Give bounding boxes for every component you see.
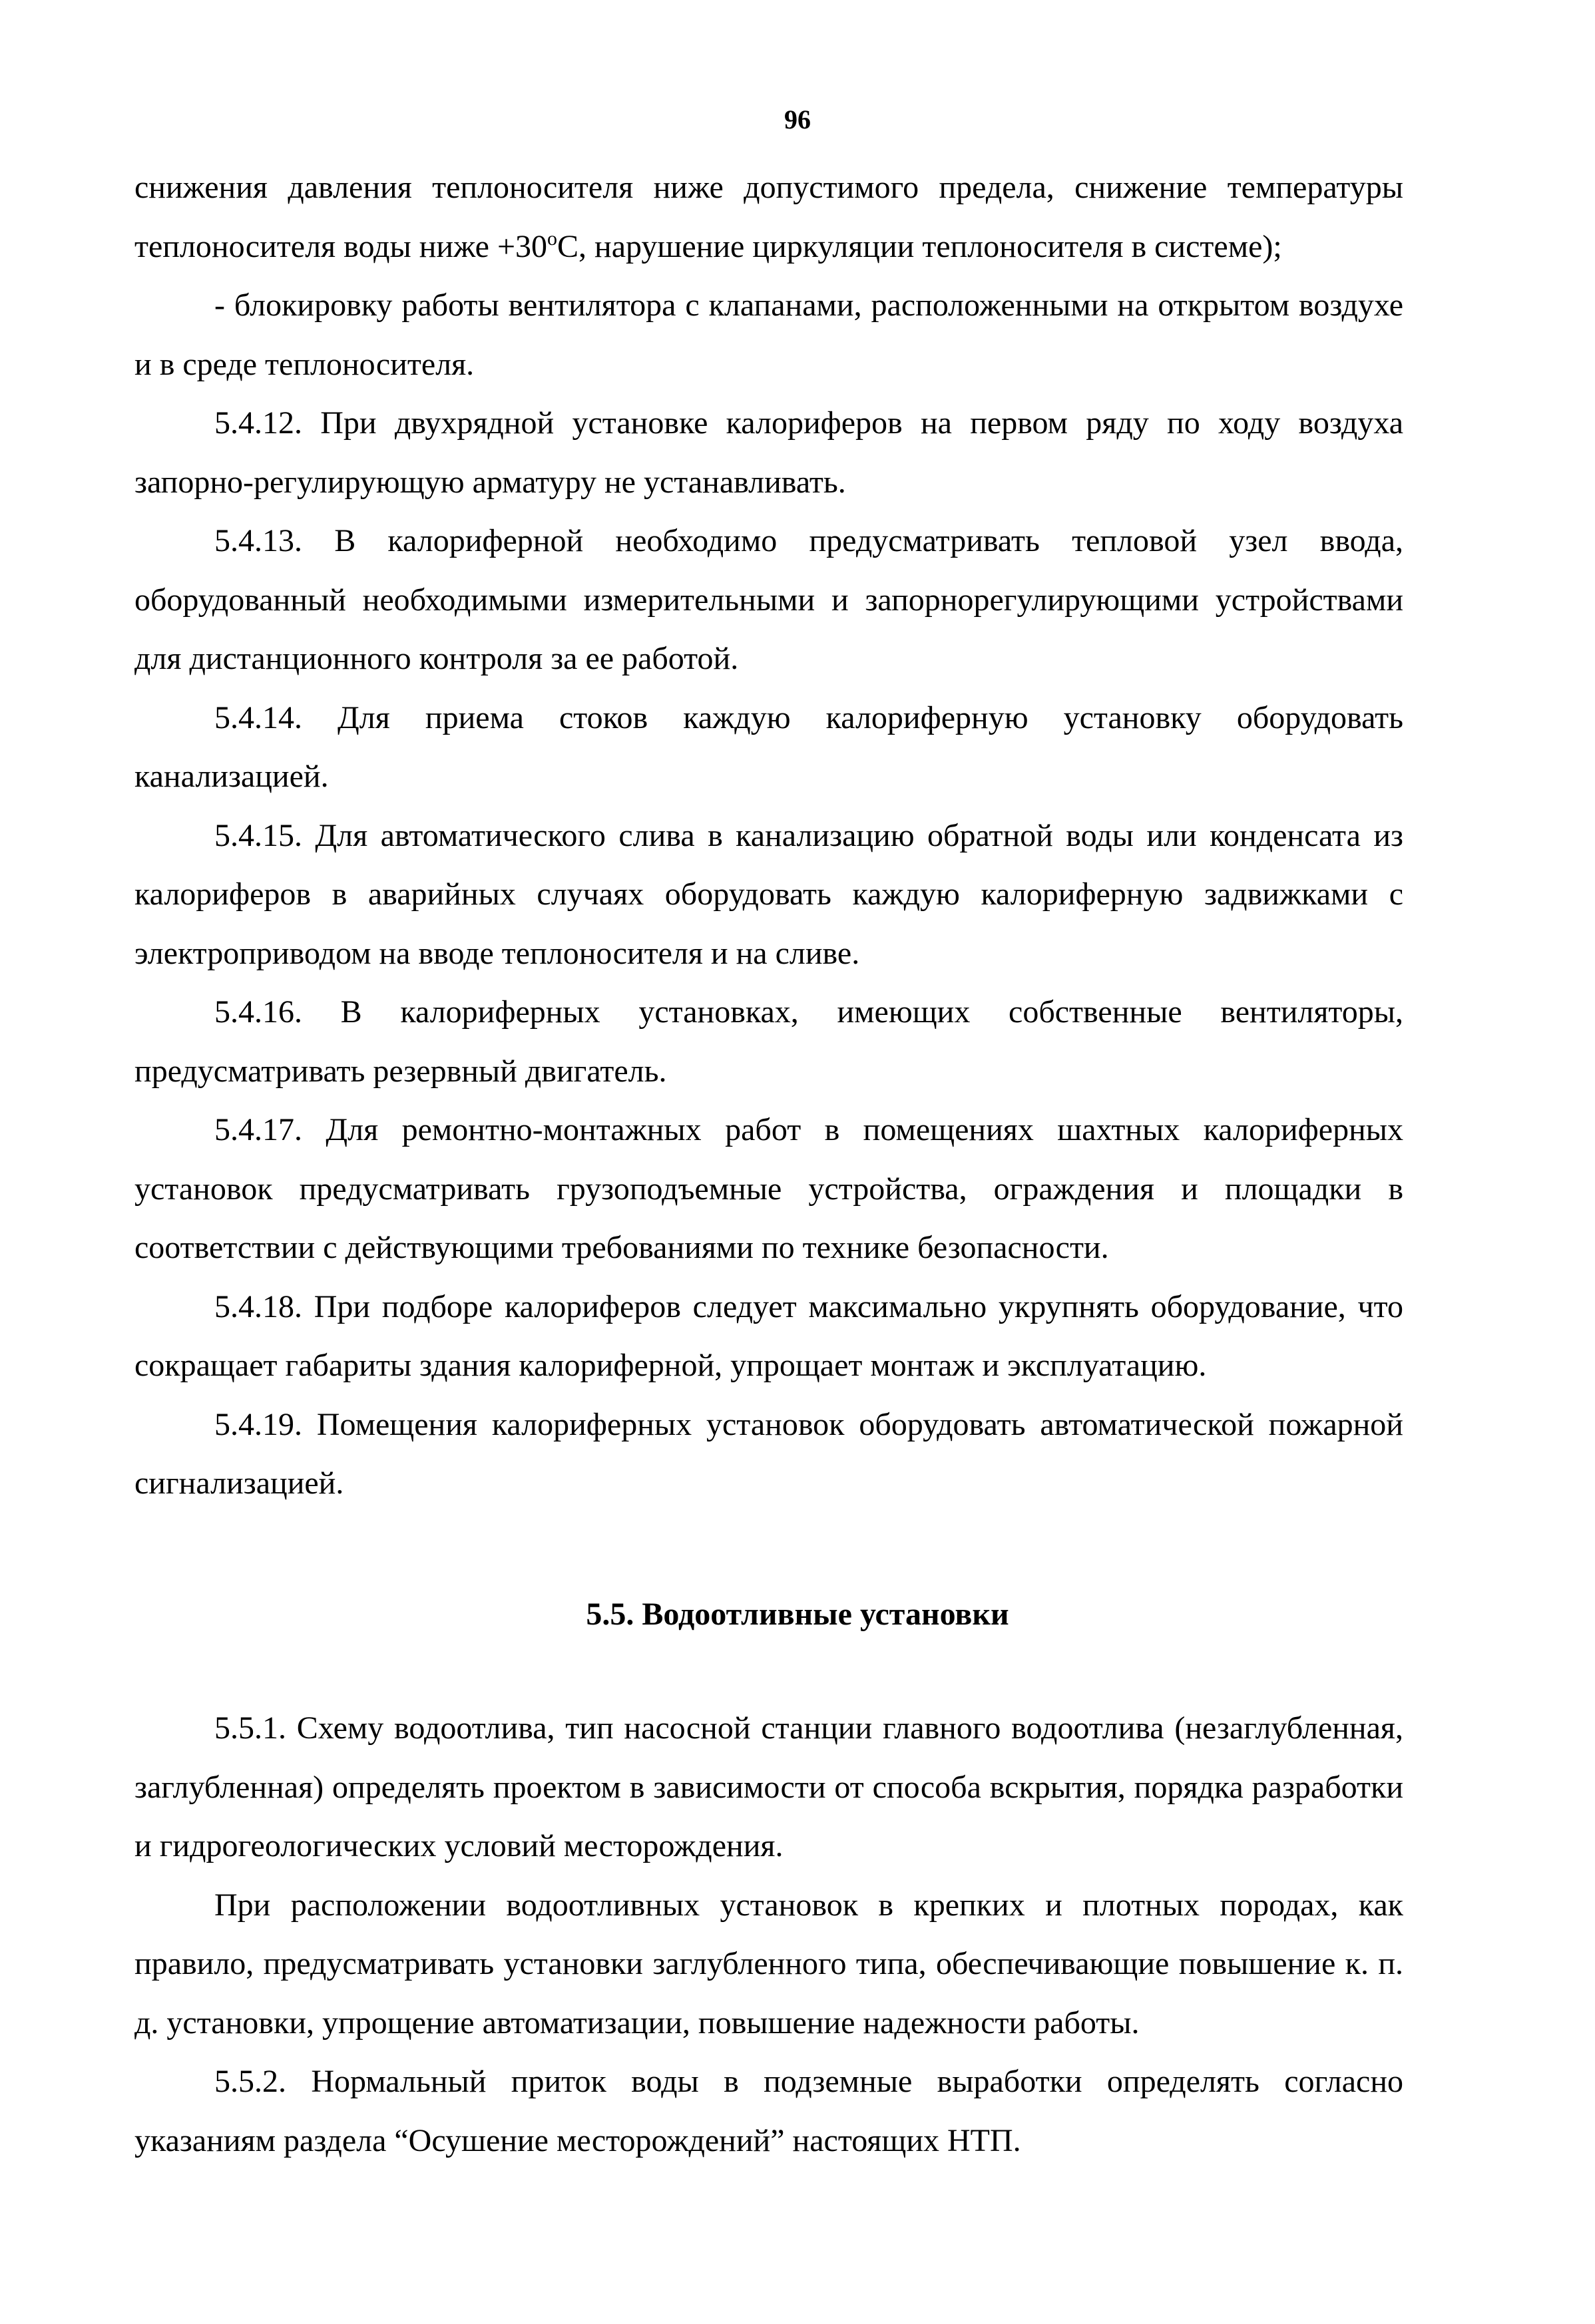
paragraph-5-4-15: 5.4.15. Для автоматического слива в канализацию обратной воды или конденсата из калориферов в аварийных случаях оборудовать каждую калориферную задвижками с электроприводом на вводе теплоносителя и на сливе.: [134, 817, 1403, 971]
paragraph-continued: [134, 158, 1403, 276]
paragraph-5-5-2: 5.5.2. Нормальный приток воды в подземные выработки определять согласно указаниям раздела “Осушение месторождений” настоящих НТП.: [134, 2064, 1403, 2158]
paragraph-5-4-12: 5.4.12. При двухрядной установке калориферов на первом ряду по ходу воздуха запорно-регулирующую арматуру не устанавливать.: [134, 405, 1403, 500]
paragraph-5-4-16: 5.4.16. В калориферных установках, имеющих собственные вентиляторы, предусматривать резервный двигатель.: [134, 994, 1403, 1089]
paragraph-5-4-14: 5.4.14. Для приема стоков каждую калориферную установку оборудовать канализацией.: [134, 699, 1403, 794]
paragraph-5-4-18: 5.4.18. При подборе калориферов следует максимально укрупнять оборудование, что сокращает габариты здания калориферной, упрощает монтаж и эксплуатацию.: [134, 1288, 1403, 1383]
degree-superscript: о: [547, 227, 558, 250]
section-5-4-text: [134, 158, 1403, 1513]
paragraph-5-4-19: 5.4.19. Помещения калориферных установок оборудовать автоматической пожарной сигнализацией.: [134, 1406, 1403, 1501]
section-heading-5-5: 5.5. Водоотливные установки: [586, 1597, 1009, 1632]
paragraph-5-5-1: 5.5.1. Схему водоотлива, тип насосной станции главного водоотлива (незаглубленная, заглубленная) определять проектом в зависимости от способа вскрытия, порядка разработки и гидрогеологических условий месторождения.: [134, 1710, 1403, 1863]
paragraph-deep-installations: При расположении водоотливных установок в крепких и плотных породах, как правило, предусматривать установки заглубленного типа, обеспечивающие повышение к. п. д. установки, упрощение автоматизации, повышение надежности работы.: [134, 1887, 1403, 2040]
paragraph-5-4-13: 5.4.13. В калориферной необходимо предусматривать тепловой узел ввода, оборудованный необходимыми измерительными и запорнорегулирующими устройствами для дистанционного контроля за ее работой.: [134, 523, 1403, 676]
section-5-5-text: [134, 1699, 1403, 2170]
paragraph-text: снижения давления теплоносителя ниже допустимого предела, снижение температуры теплоносителя воды ниже +30: [134, 170, 1403, 264]
page-number: 96: [784, 104, 811, 134]
paragraph-text-tail: С, нарушение циркуляции теплоносителя в системе);: [557, 228, 1282, 264]
paragraph-5-4-17: 5.4.17. Для ремонтно-монтажных работ в помещениях шахтных калориферных установок предусматривать грузоподъемные устройства, ограждения и площадки в соответствии с действующими требованиями по технике безопасности.: [134, 1112, 1403, 1265]
paragraph-blocking: - блокировку работы вентилятора с клапанами, расположенными на открытом воздухе и в среде теплоносителя.: [134, 288, 1403, 382]
